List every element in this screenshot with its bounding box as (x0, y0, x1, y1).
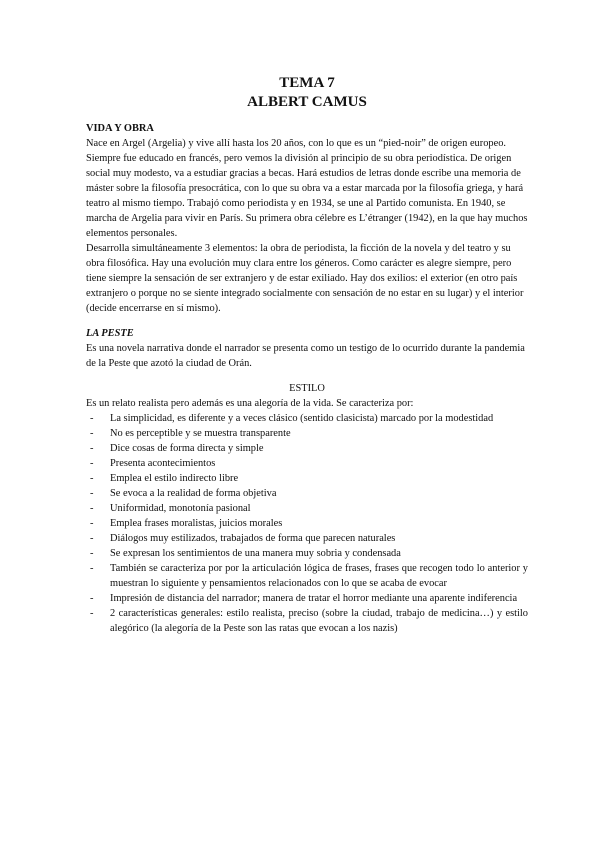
list-item (86, 546, 528, 561)
estilo-list (86, 411, 528, 636)
list-item-text: No es perceptible y se muestra transparente (110, 428, 291, 439)
title-tema: TEMA 7 (279, 75, 335, 91)
list-item (86, 531, 528, 546)
paragraph-vida-1: Nace en Argel (Argelia) y vive allí hasta los 20 años, con lo que es un “pied-noir” de origen europeo. Siempre fue educado en francés, pero vemos la división al principio de su obra periodística. De origen social muy modesto, va a estudiar gracias a becas. Hará estudios de letras donde escribe una memoria de máster sobre la filosofía presocrática, con lo que su obra va a estar marcada por la filosofía griega, y hará teatro al mismo tiempo. Trabajó como periodista y en 1934, se une al Partido comunista. En 1940, se marcha de Argelia para vivir en París. Su primera obra célebre es L’étranger (1942), en la que hay muchos elementos personales. (86, 138, 528, 239)
bullet-dash: - (90, 458, 94, 469)
paragraph-vida-2: Desarrolla simultáneamente 3 elementos: la obra de periodista, la ficción de la novela y del teatro y su obra filosófica. Hay una evolución muy clara entre los géneros. Como carácter es alegre siempre, pero tiene siempre la sensación de ser extranjero y de estar exiliado. Hay dos exilios: el exterior (en otro país extranjero o porque no se siente integrado socialmente con sensación de no estar en su lugar) y el interior (decide encerrarse en sí mismo). (86, 243, 524, 314)
heading-vida-y-obra: VIDA Y OBRA (86, 123, 154, 134)
title-author: ALBERT CAMUS (247, 94, 367, 110)
bullet-dash: - (90, 593, 94, 604)
list-item (86, 411, 528, 426)
list-item (86, 591, 528, 606)
list-item-text: Se evoca a la realidad de forma objetiva (110, 488, 277, 499)
list-item-text: Uniformidad, monotonía pasional (110, 503, 251, 514)
bullet-dash: - (90, 548, 94, 559)
bullet-dash: - (90, 428, 94, 439)
list-item (86, 456, 528, 471)
list-item-text: Presenta acontecimientos (110, 458, 216, 469)
list-item (86, 516, 528, 531)
paragraph-estilo-intro: Es un relato realista pero además es una alegoría de la vida. Se caracteriza por: (86, 398, 414, 409)
list-item (86, 471, 528, 486)
list-item-text: Emplea el estilo indirecto libre (110, 473, 239, 484)
list-item-text: Impresión de distancia del narrador; manera de tratar el horror mediante una aparente indiferencia (110, 593, 518, 604)
list-item (86, 486, 528, 501)
list-item-text: Emplea frases moralistas, juicios morales (110, 518, 283, 529)
list-item-text: Se expresan los sentimientos de una manera muy sobria y condensada (110, 548, 401, 559)
bullet-dash: - (90, 608, 94, 619)
bullet-dash: - (90, 413, 94, 424)
bullet-dash: - (90, 443, 94, 454)
list-item (86, 501, 528, 516)
list-item-text: También se caracteriza por por la articulación lógica de frases, frases que recogen todo lo anterior y muestran lo siguiente y pensamientos relacionados con lo que se acaba de evocar (110, 563, 528, 589)
heading-estilo: ESTILO (289, 383, 325, 394)
bullet-dash: - (90, 503, 94, 514)
list-item (86, 426, 528, 441)
bullet-dash: - (90, 533, 94, 544)
document-page (86, 74, 528, 636)
paragraph-la-peste: Es una novela narrativa donde el narrador se presenta como un testigo de lo ocurrido durante la pandemia de la Peste que azotó la ciudad de Orán. (86, 343, 525, 369)
list-item (86, 441, 528, 456)
heading-la-peste: LA PESTE (86, 328, 134, 339)
bullet-dash: - (90, 488, 94, 499)
bullet-dash: - (90, 473, 94, 484)
list-item-text: Diálogos muy estilizados, trabajados de forma que parecen naturales (110, 533, 396, 544)
list-item (86, 561, 528, 591)
list-item-text: La simplicidad, es diferente y a veces clásico (sentido clasicista) marcado por la modestidad (110, 413, 494, 424)
bullet-dash: - (90, 563, 94, 574)
list-item (86, 606, 528, 636)
list-item-text: Dice cosas de forma directa y simple (110, 443, 264, 454)
list-item-text: 2 características generales: estilo realista, preciso (sobre la ciudad, trabajo de medicina…) y estilo alegórico (la alegoría de la Peste son las ratas que evocan a los nazis) (110, 608, 528, 634)
bullet-dash: - (90, 518, 94, 529)
